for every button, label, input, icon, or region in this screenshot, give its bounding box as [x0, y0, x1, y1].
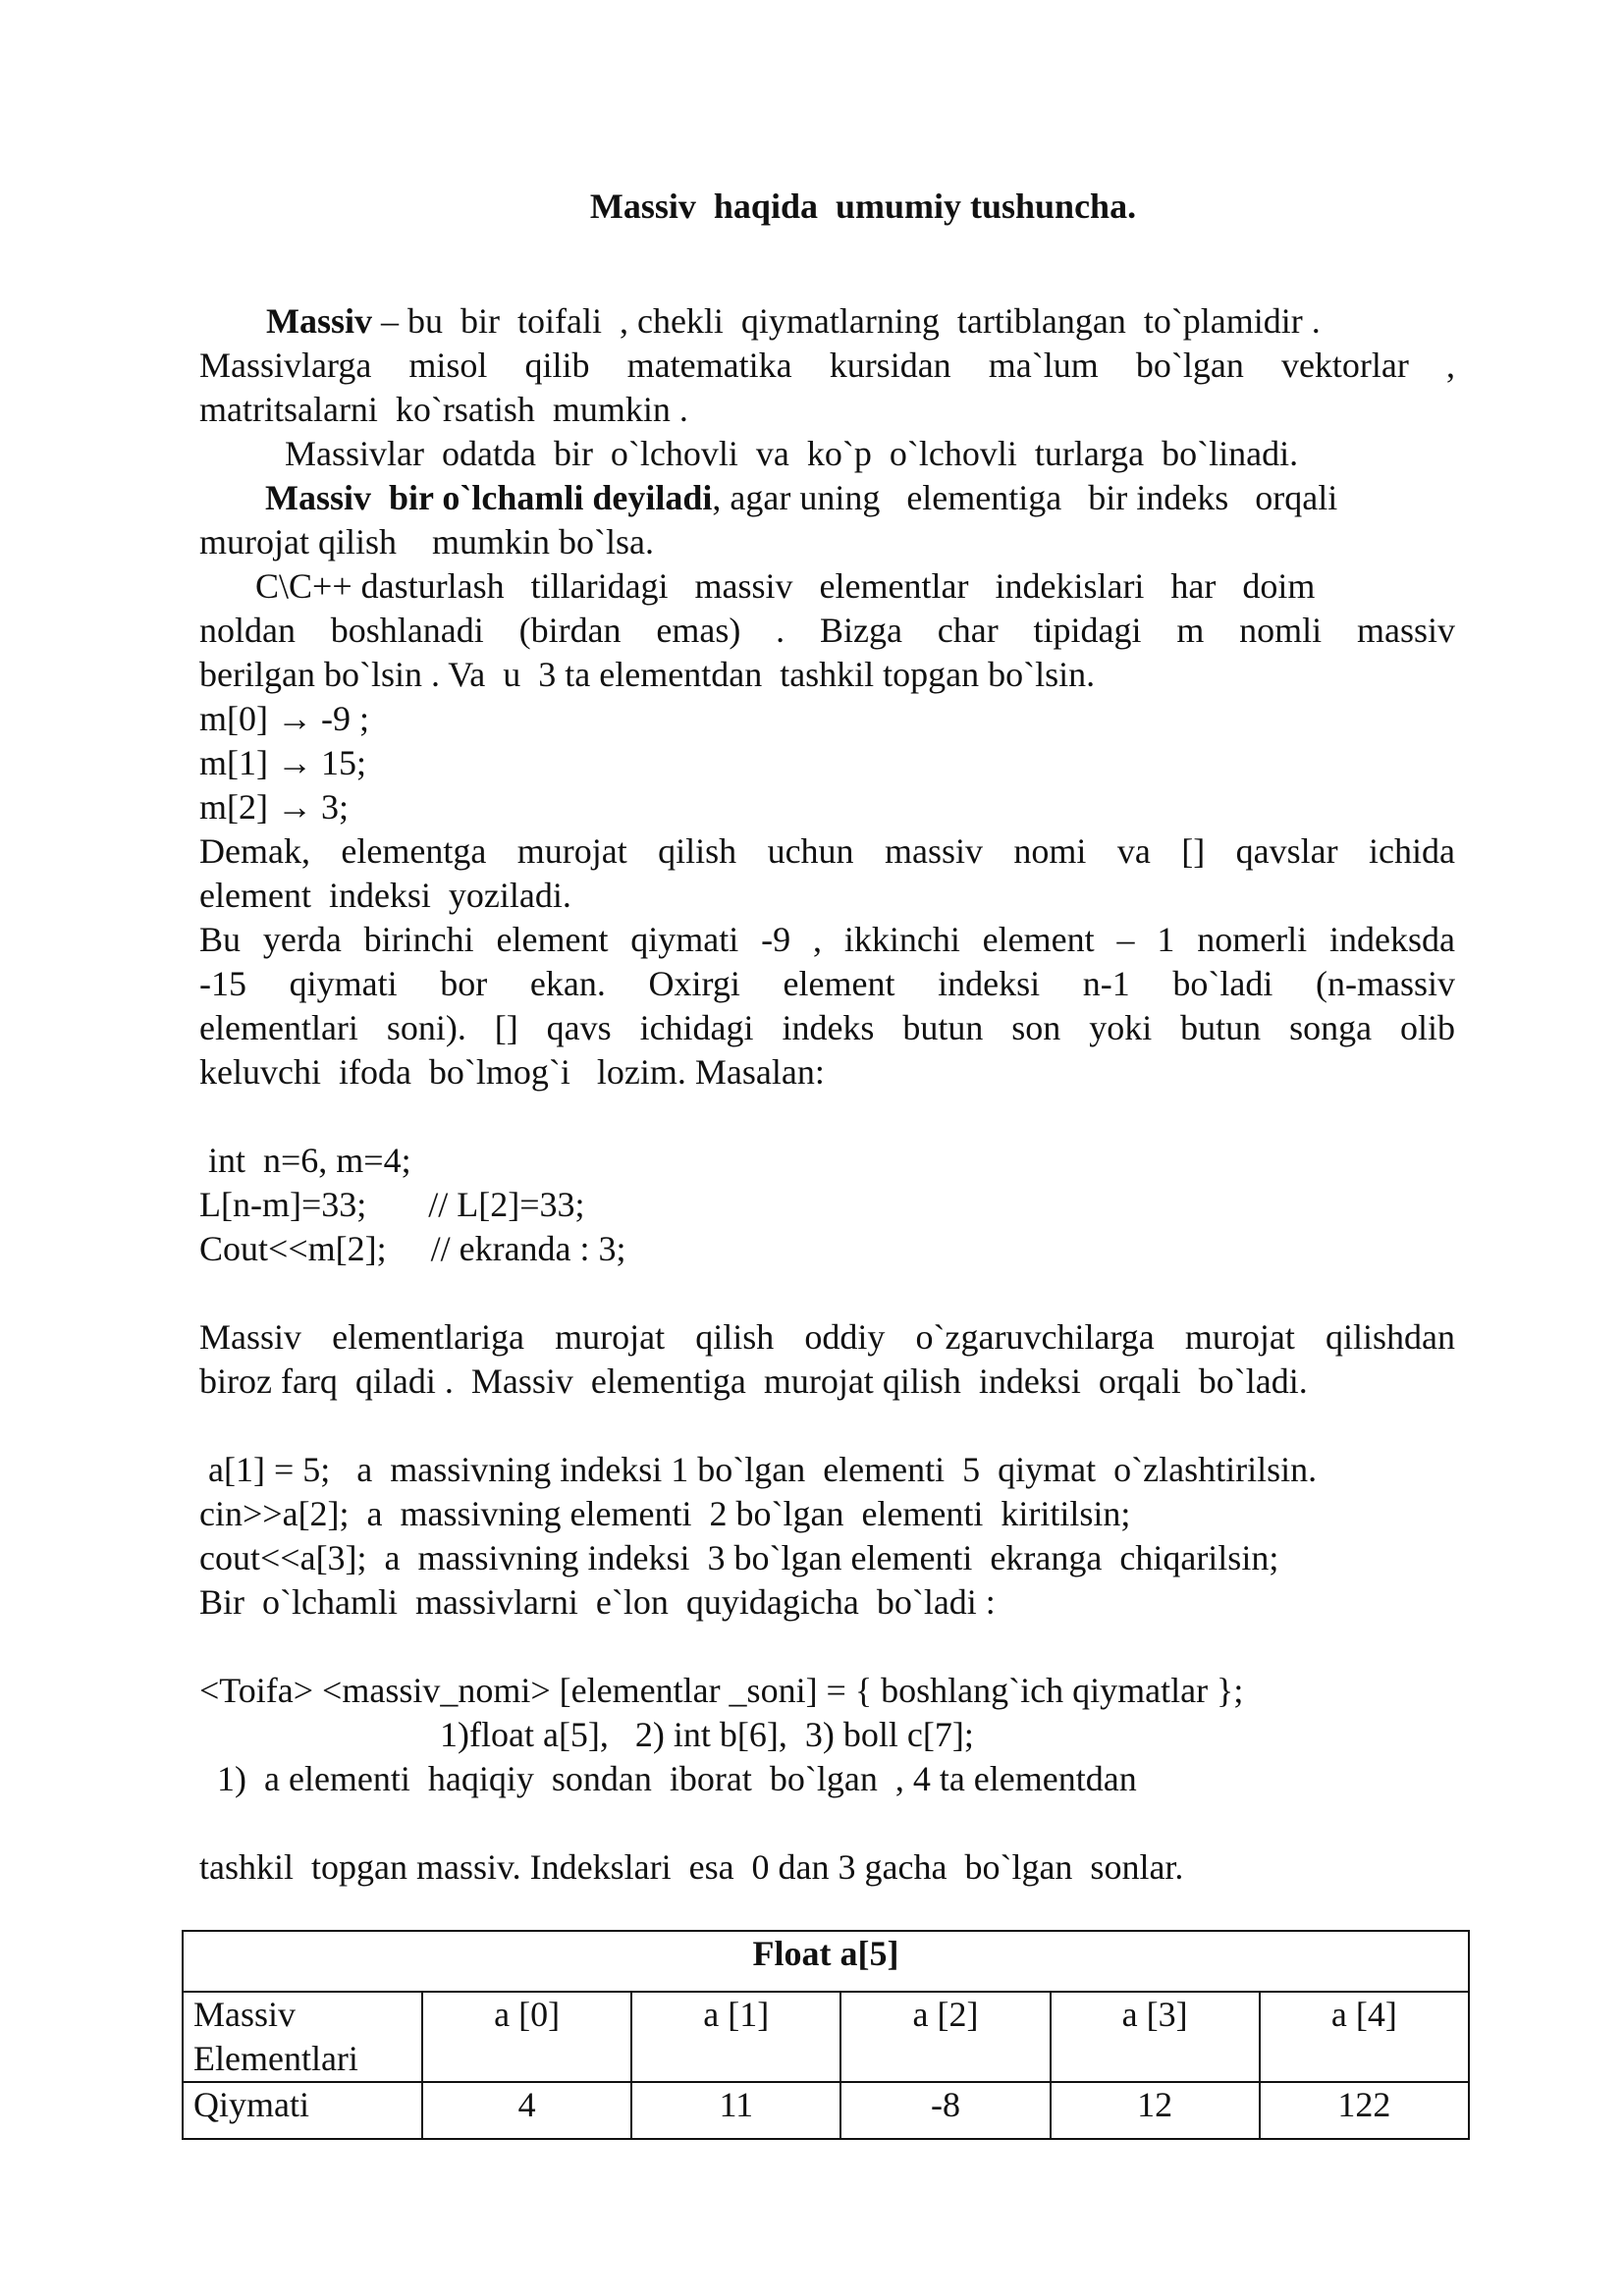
paragraph-3-text: , agar uning elementiga bir indeks orqali [712, 478, 1338, 517]
page-title: Massiv haqida umumiy tushuncha. [589, 187, 1137, 226]
arrow-right-icon: → [276, 787, 312, 827]
table-caption-row [183, 1931, 1469, 1992]
paragraph-3-line-2: murojat qilish mumkin bo`lsa. [199, 522, 654, 561]
paragraph-6-line-4: keluvchi ifoda bo`lmog`i lozim. Masalan: [199, 1052, 825, 1092]
table-cell: 4 [422, 2082, 631, 2139]
example-line: cout<<a[3]; a massivning indeksi 3 bo`lgan elementi ekranga chiqarilsin; [199, 1538, 1279, 1577]
definition-term: Massiv bir o`lchamli deyiladi [265, 478, 713, 517]
row-label-elements: Massiv Elementlari [183, 1992, 422, 2082]
paragraph-6-line-1: Bu yerda birinchi element qiymati -9 , ikkinchi element – 1 nomerli indeksda [199, 920, 1455, 959]
example-line: cin>>a[2]; a massivning elementi 2 bo`lgan elementi kiritilsin; [199, 1494, 1131, 1533]
table-caption: Float a[5] [183, 1931, 1469, 1992]
paragraph-4-line-2: noldan boshlanadi (birdan emas) . Bizga char tipidagi m nomli massiv [199, 611, 1455, 650]
table-cell: a [1] [631, 1992, 840, 2082]
array-element-name: m[2] [199, 787, 277, 827]
array-element-line [199, 785, 349, 829]
paragraph-1-line-2: Massivlarga misol qilib matematika kursidan ma`lum bo`lgan vektorlar , [199, 346, 1455, 385]
table-cell: a [4] [1260, 1992, 1469, 2082]
array-element-value: -9 ; [311, 699, 369, 738]
example-line: Bir o`lchamli massivlarni e`lon quyidagicha bo`ladi : [199, 1582, 996, 1622]
example-line: a[1] = 5; a massivning indeksi 1 bo`lgan elementi 5 qiymat o`zlashtirilsin. [199, 1450, 1318, 1489]
term-massiv: Massiv [266, 301, 372, 341]
table-cell: a [2] [840, 1992, 1050, 2082]
array-element-line [199, 697, 369, 741]
paragraph-3-line-1 [265, 476, 1337, 520]
paragraph-2: Massivlar odatda bir o`lchovli va ko`p o`lchovli turlarga bo`linadi. [285, 434, 1299, 473]
array-element-name: m[0] [199, 699, 277, 738]
array-element-value: 3; [311, 787, 349, 827]
paragraph-4-line-3: berilgan bo`lsin . Va u 3 ta elementdan tashkil topgan bo`lsin. [199, 655, 1096, 694]
array-table [182, 1930, 1470, 2140]
table-cell: a [3] [1051, 1992, 1260, 2082]
table-cell: 122 [1260, 2082, 1469, 2139]
table-cell: 11 [631, 2082, 840, 2139]
table-cell: a [0] [422, 1992, 631, 2082]
array-element-value: 15; [311, 743, 366, 782]
paragraph-1-line-1 [266, 299, 1321, 344]
paragraph-1-text: – bu bir toifali , chekli qiymatlarning tartiblangan to`plamidir . [372, 301, 1321, 341]
table-cell: 12 [1051, 2082, 1260, 2139]
arrow-right-icon: → [276, 743, 312, 782]
paragraph-6-line-2: -15 qiymati bor ekan. Oxirgi element indeksi n-1 bo`ladi (n-massiv [199, 964, 1455, 1003]
paragraph-5-line-2: element indeksi yoziladi. [199, 876, 571, 915]
declaration-syntax: <Toifa> <massiv_nomi> [elementlar _soni] = { boshlang`ich qiymatlar }; [199, 1671, 1244, 1710]
code-line: Cout<<m[2]; // ekranda : 3; [199, 1229, 626, 1268]
list-item-1: 1) a elementi haqiqiy sondan iborat bo`lgan , 4 ta elementdan [217, 1759, 1137, 1798]
paragraph-5-line-1: Demak, elementga murojat qilish uchun massiv nomi va [] qavslar ichida [199, 831, 1455, 871]
row-label-values: Qiymati [183, 2082, 422, 2139]
arrow-right-icon: → [276, 699, 312, 738]
paragraph-4-line-1: C\C++ dasturlash tillaridagi massiv elementlar indekislari har doim [255, 566, 1316, 606]
table-row [183, 2082, 1469, 2139]
paragraph-1-line-3: matritsalarni ko`rsatish mumkin . [199, 390, 688, 429]
list-item-1-continuation: tashkil topgan massiv. Indekslari esa 0 dan 3 gacha bo`lgan sonlar. [199, 1847, 1184, 1887]
array-element-line [199, 741, 366, 785]
array-element-name: m[1] [199, 743, 277, 782]
paragraph-7-line-2: biroz farq qiladi . Massiv elementiga murojat qilish indeksi orqali bo`ladi. [199, 1362, 1308, 1401]
paragraph-7-line-1: Massiv elementlariga murojat qilish oddiy o`zgaruvchilarga murojat qilishdan [199, 1317, 1455, 1357]
declaration-examples: 1)float a[5], 2) int b[6], 3) boll c[7]; [440, 1715, 974, 1754]
paragraph-6-line-3: elementlari soni). [] qavs ichidagi indeks butun son yoki butun songa olib [199, 1008, 1455, 1047]
table-cell: -8 [840, 2082, 1050, 2139]
code-line: L[n-m]=33; // L[2]=33; [199, 1185, 585, 1224]
table-row [183, 1992, 1469, 2082]
code-line: int n=6, m=4; [199, 1141, 411, 1180]
